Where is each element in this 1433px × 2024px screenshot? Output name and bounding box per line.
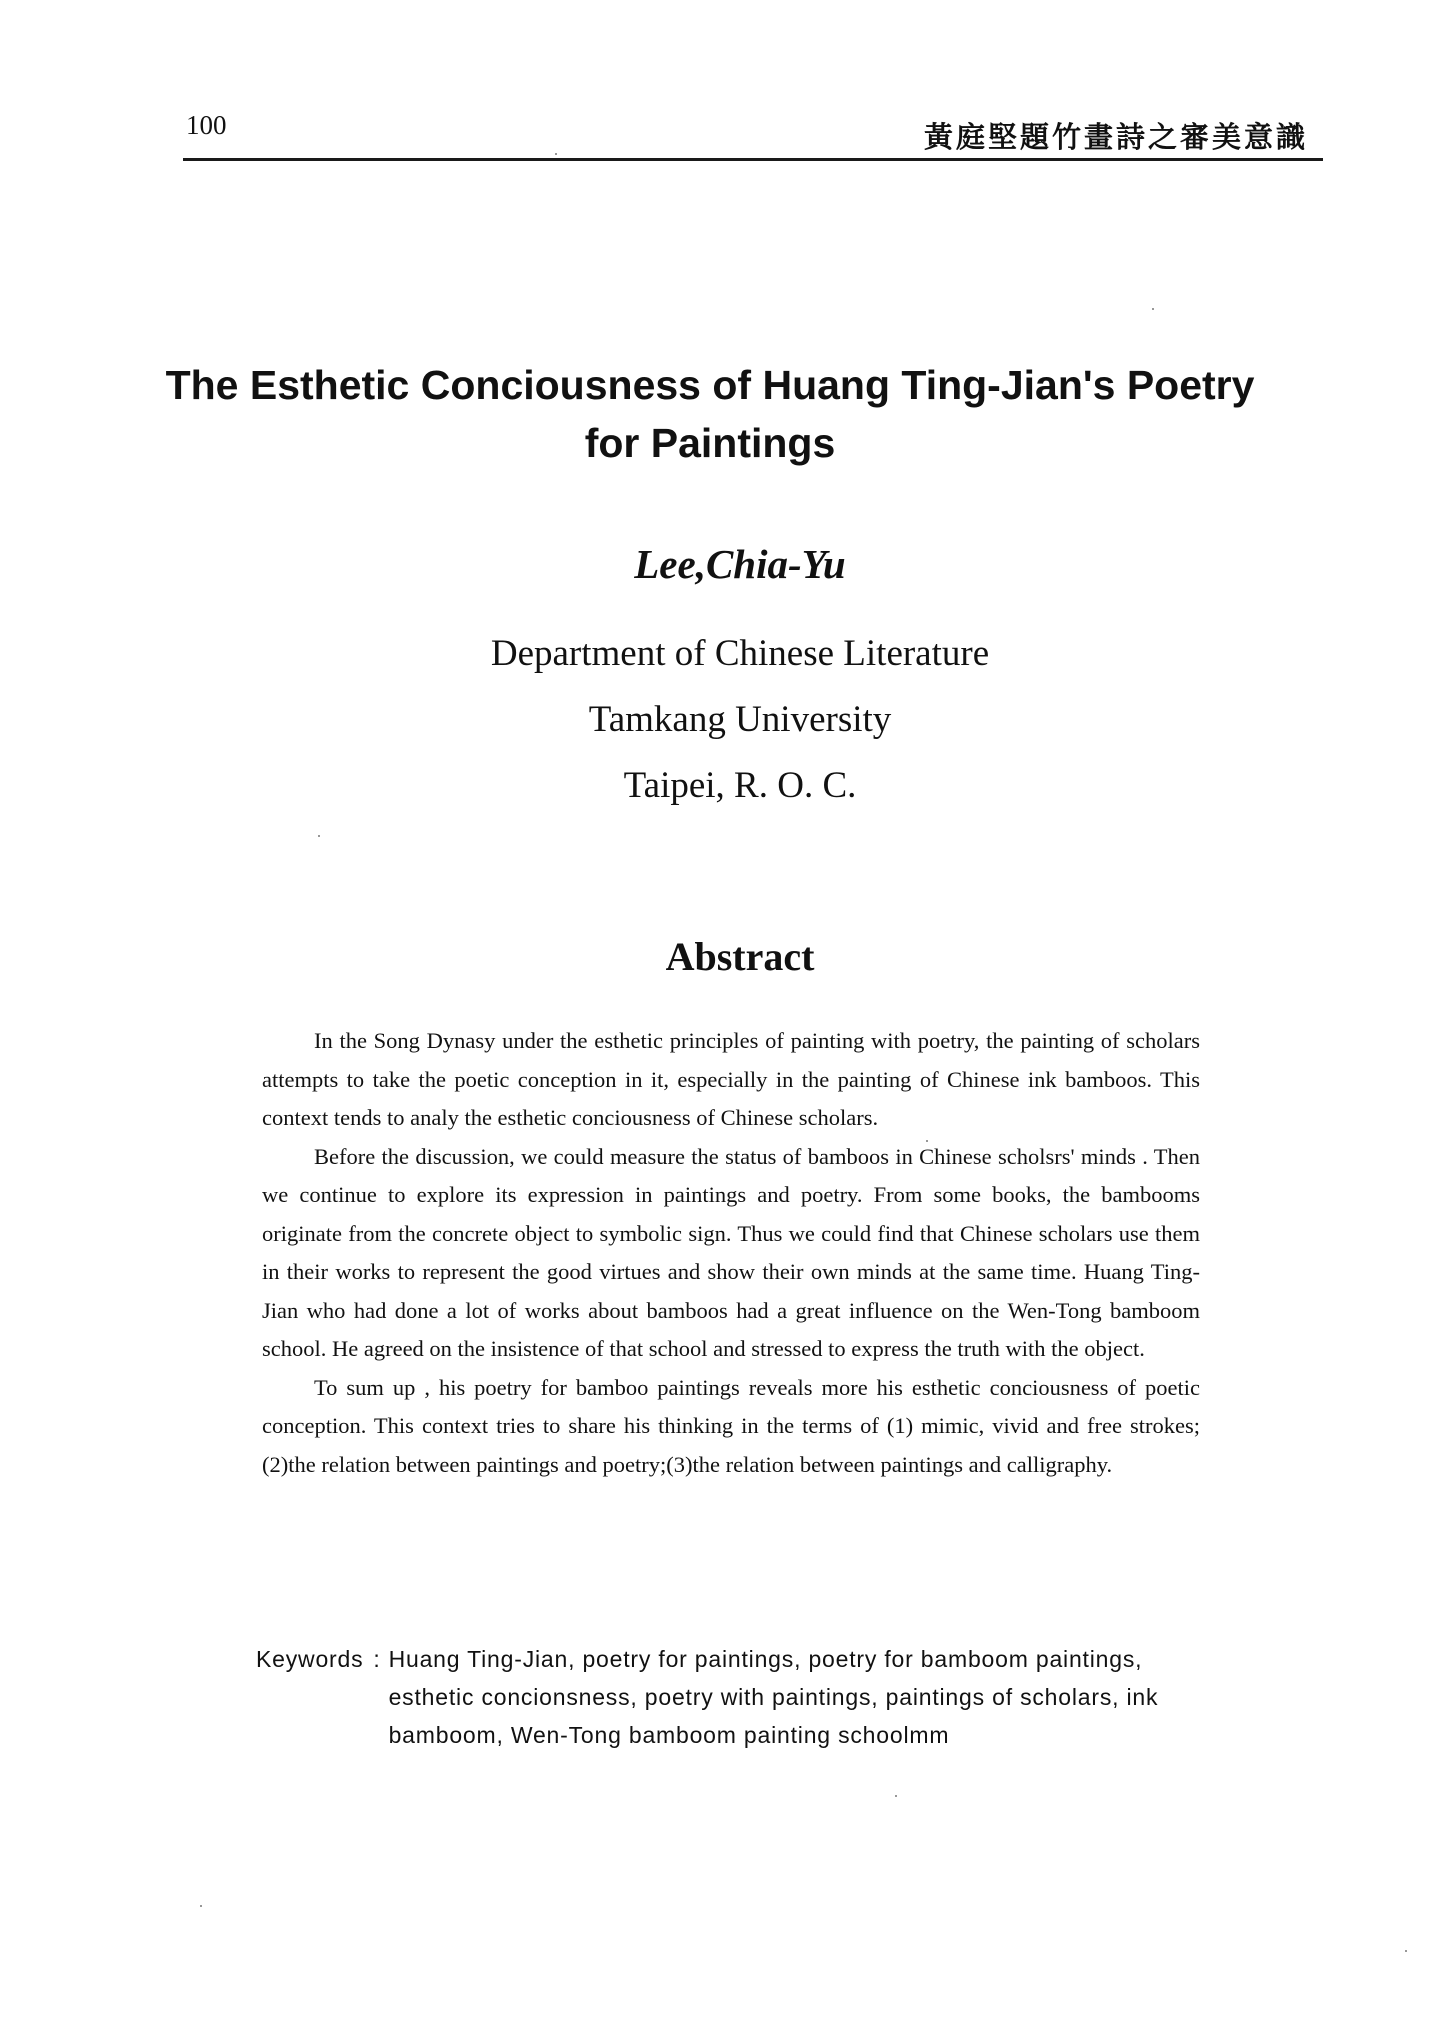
keywords-label: Keywords <box>256 1646 364 1672</box>
header-rule <box>183 158 1323 161</box>
page-number: 100 <box>186 110 227 140</box>
abstract-heading: Abstract <box>665 934 815 979</box>
scan-speck <box>1152 308 1154 310</box>
scan-speck <box>318 835 320 837</box>
abstract-paragraph: To sum up , his poetry for bamboo paintings reveals more his esthetic conciousness of poetic conception. This context tries to share his thinking in the terms of (1) mimic, vivid and free strokes;(2)the relation between paintings and poetry;(3)the relation between paintings and calligraphy. <box>262 1374 1200 1477</box>
scan-speck <box>926 1140 928 1142</box>
affiliation-city: Taipei, R. O. C. <box>623 765 857 806</box>
abstract-paragraph: In the Song Dynasy under the esthetic principles of painting with poetry, the painting of scholars attempts to take the poetic conception in it, especially in the painting of Chinese ink bamboos. This context tends to analy the esthetic conciousness of Chinese scholars. <box>262 1028 1200 1130</box>
scan-speck <box>1405 1950 1407 1952</box>
abstract-body <box>262 1022 1200 1484</box>
scan-speck <box>895 1795 897 1797</box>
keywords-block <box>256 1640 1196 1754</box>
author-name: Lee,Chia-Yu <box>634 541 846 587</box>
abstract-paragraph: Before the discussion, we could measure the status of bamboos in Chinese scholsrs' minds . Then we continue to explore its expression in paintings and poetry. From some books, the bambooms originate from the concrete object to symbolic sign. Thus we could find that Chinese scholars use them in their works to represent the good virtues and show their own minds at the same time. Huang Ting-Jian who had done a lot of works about bamboos had a great influence on the Wen-Tong bamboom school. He agreed on the insistence of that school and stressed to express the truth with the object. <box>262 1143 1200 1361</box>
affiliation-department: Department of Chinese Literature <box>490 633 990 674</box>
scan-speck <box>555 153 557 155</box>
running-head: 黃庭堅題竹畫詩之審美意識 <box>923 120 1308 154</box>
scan-speck <box>200 1905 202 1907</box>
keywords-separator: : <box>373 1646 381 1672</box>
keywords-values: Huang Ting-Jian, poetry for paintings, poetry for bamboom paintings, esthetic concionsness, poetry with paintings, paintings of scholars, ink bamboom, Wen-Tong bamboom painting schoolmm <box>388 1646 1159 1748</box>
paper-title: The Esthetic Conciousness of Huang Ting-Jian's Poetry for Paintings <box>165 362 1255 466</box>
affiliation-university: Tamkang University <box>588 699 892 740</box>
